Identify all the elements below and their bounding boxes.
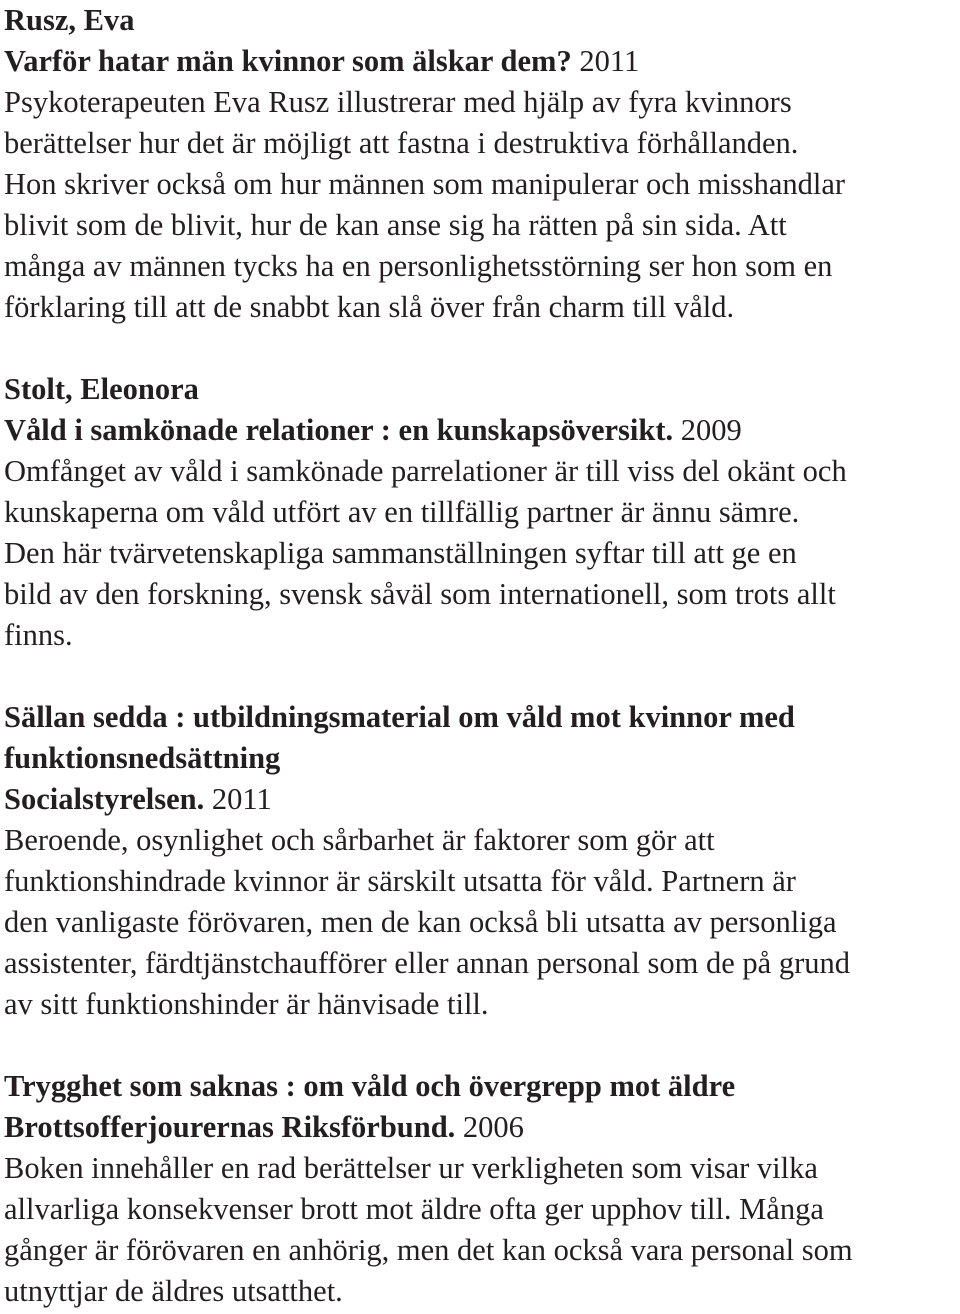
entry-description-line: Omfånget av våld i samkönade parrelationer är till viss del okänt och <box>4 454 847 488</box>
entry-year: 2011 <box>204 782 272 816</box>
entry-description-line: av sitt funktionshinder är hänvisade till. <box>4 987 489 1021</box>
entry-description-line: funktionshindrade kvinnor är särskilt utsatta för våld. Partnern är <box>4 864 796 898</box>
entry-title: funktionsnedsättning <box>4 741 281 775</box>
book-entry <box>4 697 960 1025</box>
entry-title: Sällan sedda : utbildningsmaterial om våld mot kvinnor med <box>4 700 795 734</box>
entry-title: Våld i samkönade relationer : en kunskapsöversikt. 2009 <box>4 413 742 447</box>
entry-description-line: gånger är förövaren en anhörig, men det kan också vara personal som <box>4 1233 853 1267</box>
entry-description-line: Psykoterapeuten Eva Rusz illustrerar med hjälp av fyra kvinnors <box>4 85 792 119</box>
entry-description-line: kunskaperna om våld utfört av en tillfällig partner är ännu sämre. <box>4 495 800 529</box>
entry-description-line: Hon skriver också om hur männen som manipulerar och misshandlar <box>4 167 846 201</box>
book-entry <box>4 1066 960 1312</box>
entry-description-line: Den här tvärvetenskapliga sammanställningen syftar till att ge en <box>4 536 797 570</box>
entry-description-line: assistenter, färdtjänstchaufförer eller annan personal som de på grund <box>4 946 850 980</box>
entry-author: Brottsofferjourernas Riksförbund. 2006 <box>4 1110 524 1144</box>
entry-description-line: många av männen tycks ha en personlighetsstörning ser hon som en <box>4 249 833 283</box>
entry-description-line: blivit som de blivit, hur de kan anse sig ha rätten på sin sida. Att <box>4 208 787 242</box>
entry-description-line: bild av den forskning, svensk såväl som internationell, som trots allt <box>4 577 836 611</box>
entry-year: 2006 <box>455 1110 524 1144</box>
book-entry <box>4 0 960 328</box>
entry-author: Socialstyrelsen. 2011 <box>4 782 272 816</box>
entry-description-line: förklaring till att de snabbt kan slå över från charm till våld. <box>4 290 735 324</box>
entry-description-line: finns. <box>4 618 73 652</box>
entry-description-line: berättelser hur det är möjligt att fastna i destruktiva förhållanden. <box>4 126 799 160</box>
book-entry <box>4 369 960 656</box>
entry-description-line: utnyttjar de äldres utsatthet. <box>4 1274 343 1308</box>
entry-author: Stolt, Eleonora <box>4 372 199 406</box>
entry-year: 2009 <box>673 413 742 447</box>
entry-description-line: Beroende, osynlighet och sårbarhet är faktorer som gör att <box>4 823 715 857</box>
entry-title: Trygghet som saknas : om våld och övergrepp mot äldre <box>4 1069 736 1103</box>
entry-year: 2011 <box>571 44 640 78</box>
entry-description-line: den vanligaste förövaren, men de kan också bli utsatta av personliga <box>4 905 837 939</box>
entry-title: Varför hatar män kvinnor som älskar dem? 2011 <box>4 44 640 78</box>
entry-description-line: allvarliga konsekvenser brott mot äldre ofta ger upphov till. Många <box>4 1192 824 1226</box>
entry-author: Rusz, Eva <box>4 3 135 37</box>
entry-description-line: Boken innehåller en rad berättelser ur verkligheten som visar vilka <box>4 1151 818 1185</box>
